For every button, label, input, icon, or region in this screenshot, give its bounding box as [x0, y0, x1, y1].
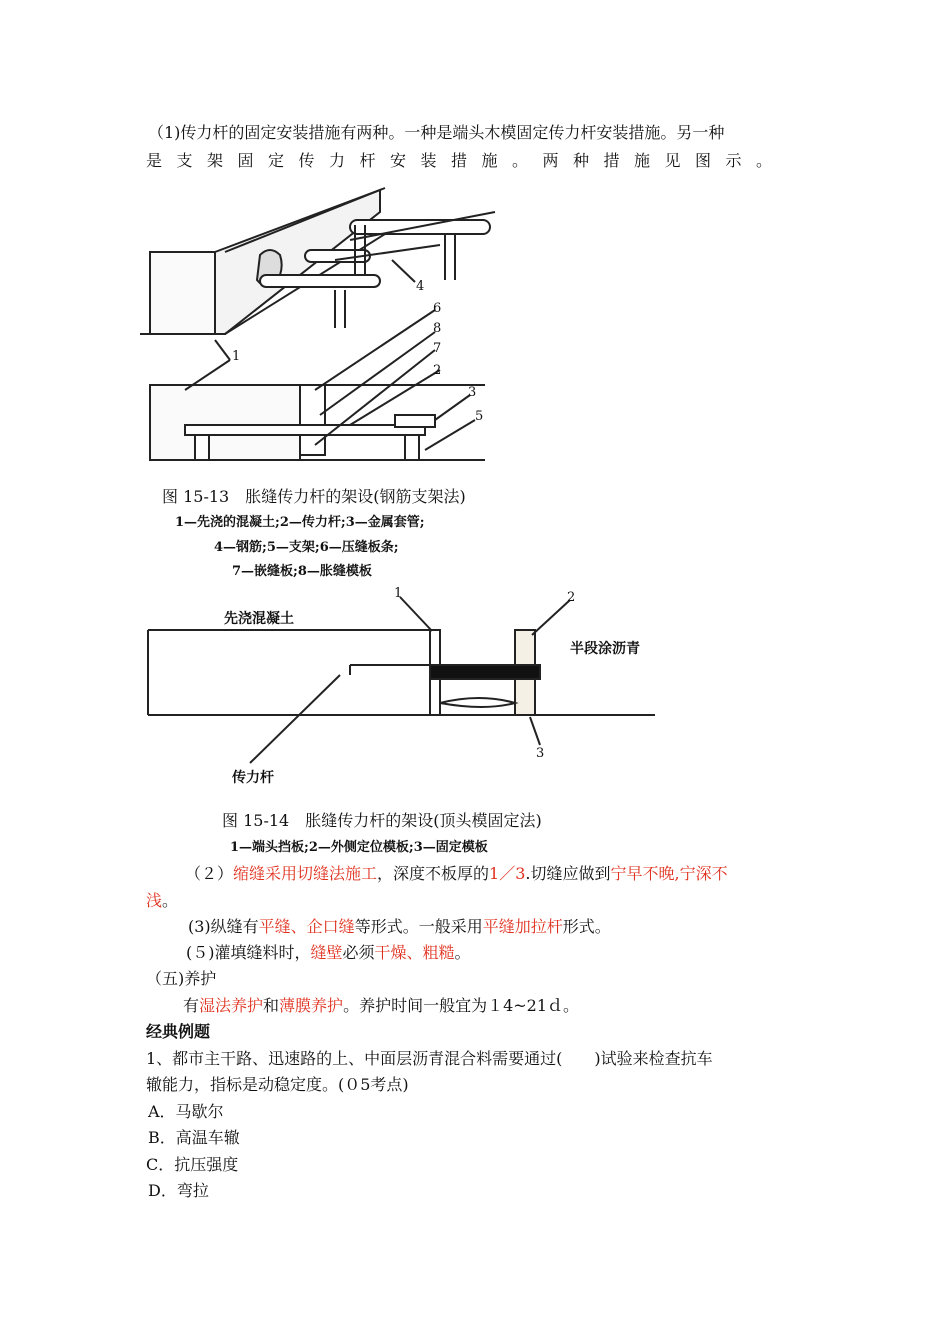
section5-heading: （五)养护: [146, 969, 217, 988]
fig13-label-6: 6: [433, 301, 442, 316]
example-title: 经典例题: [146, 1022, 211, 1041]
fig14-label-dowel: 传力杆: [232, 770, 274, 786]
fig13-legend-line2: 4—钢筋;5—支架;6—压缝板条;: [214, 540, 399, 555]
figure-15-13: [140, 180, 500, 470]
fig13-label-3: 3: [468, 385, 477, 400]
fig14-label-3: 3: [536, 746, 545, 761]
fig14-legend: 1—端头挡板;2—外侧定位模板;3—固定模板: [230, 840, 488, 855]
option-b: B．高温车辙: [148, 1128, 240, 1147]
fig13-label-1: 1: [232, 349, 241, 364]
fig13-label-5: 5: [475, 409, 484, 424]
figure-15-14: [140, 585, 660, 790]
option-d: D．弯拉: [148, 1181, 209, 1200]
option-c: C．抗压强度: [146, 1155, 239, 1174]
option-a: A．马歇尔: [148, 1102, 224, 1121]
para3: (3)纵缝有平缝、企口缝等形式。一般采用平缝加拉杆形式。: [188, 917, 611, 936]
fig13-label-7: 7: [433, 341, 442, 356]
fig13-caption: 图 15-13 胀缝传力杆的架设(钢筋支架法): [162, 487, 466, 506]
fig13-label-8: 8: [433, 321, 442, 336]
fig13-label-4: 4: [416, 279, 425, 294]
para5: 有湿法养护和薄膜养护。养护时间一般宜为１4~21ｄ。: [183, 996, 580, 1015]
fig14-label-concrete: 先浇混凝土: [224, 611, 294, 627]
fig14-label-asphalt: 半段涂沥青: [570, 641, 640, 657]
fig13-label-2: 2: [433, 363, 442, 378]
para1-line1: （1)传力杆的固定安装措施有两种。一种是端头木模固定传力杆安装措施。另一种: [148, 123, 725, 142]
fig14-caption: 图 15-14 胀缝传力杆的架设(顶头模固定法): [222, 811, 542, 830]
fig14-label-1: 1: [394, 586, 403, 601]
para4: (５)灌填缝料时，缝壁必须干燥、粗糙。: [186, 943, 471, 962]
question-line1: 1、都市主干路、迅速路的上、中面层沥青混合料需要通过( )试验来检查抗车: [146, 1049, 713, 1068]
fig13-legend-line1: 1—先浇的混凝土;2—传力杆;3—金属套管;: [175, 515, 425, 530]
para2-line1: （２）缩缝采用切缝法施工，深度不板厚的1／3.切缝应做到宁早不晚,宁深不: [185, 864, 728, 883]
para2-line2: 浅。: [146, 891, 179, 910]
fig13-legend-line3: 7—嵌缝板;8—胀缝模板: [232, 564, 372, 579]
para1-line2: 是支架固定传力杆安装措施。两种措施见图示。: [146, 151, 787, 170]
question-line2: 辙能力，指标是动稳定度。(０5考点): [146, 1075, 409, 1094]
fig14-label-2: 2: [567, 590, 576, 605]
